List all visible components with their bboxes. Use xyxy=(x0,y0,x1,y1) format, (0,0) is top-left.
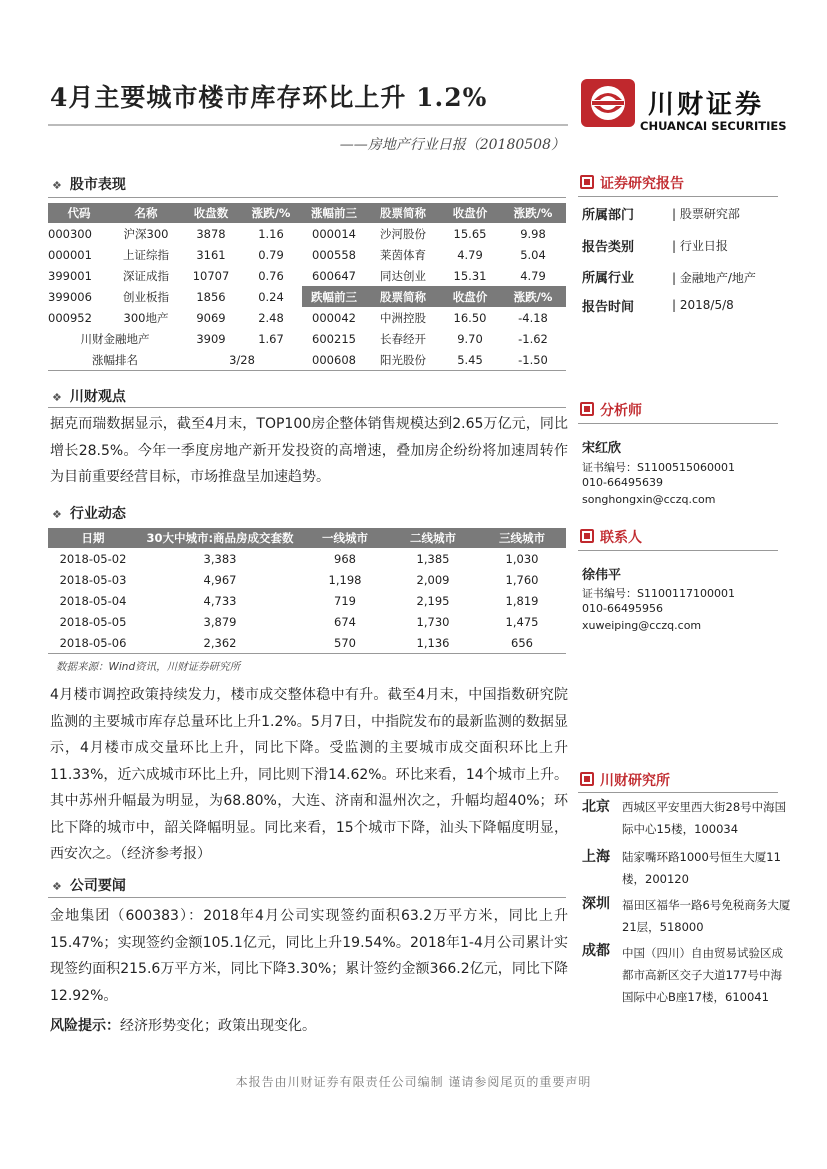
table-cell: 5.45 xyxy=(457,352,483,367)
market-table xyxy=(48,203,566,371)
office-address: 福田区福华一路6号免税商务大厦21层，518000 xyxy=(622,898,791,934)
table-cell: 399001 xyxy=(48,268,92,283)
table-cell: 2018-05-03 xyxy=(59,572,127,587)
table-cell: 1,819 xyxy=(505,593,539,608)
table-cell: 沙河股份 xyxy=(380,226,426,241)
column-header: 代码 xyxy=(48,203,110,223)
analyst-name: 宋红欣 xyxy=(582,441,622,456)
table-cell: 2018-05-05 xyxy=(59,614,127,629)
table-cell: 5.04 xyxy=(520,247,546,262)
office-city: 成都 xyxy=(582,943,610,959)
table-row xyxy=(48,349,566,371)
info-label-industry: 所属行业 xyxy=(582,271,635,286)
section-divider xyxy=(48,407,566,408)
table-row xyxy=(48,548,566,569)
square-bullet-icon xyxy=(580,402,594,416)
sidebar-divider xyxy=(578,792,778,793)
table-cell: 川财金融地产 xyxy=(80,331,150,346)
table-cell: 1,136 xyxy=(416,635,450,650)
info-value-category: | 行业日报 xyxy=(672,239,728,253)
column-header: 涨幅前三 xyxy=(302,203,366,223)
table-cell: 674 xyxy=(334,614,356,629)
table-cell: 1,385 xyxy=(416,551,450,566)
logo-english-name: CHUANCAI SECURITIES xyxy=(640,119,787,133)
office-address: 西城区平安里西大街28号中海国际中心15楼，100034 xyxy=(622,800,787,836)
table-cell: 9.98 xyxy=(520,226,546,241)
table-row xyxy=(48,590,566,611)
table-cell: -1.62 xyxy=(518,331,548,346)
table-cell: 2018-05-04 xyxy=(59,593,127,608)
diamond-bullet-icon: ❖ xyxy=(52,508,62,521)
diamond-bullet-icon: ❖ xyxy=(52,880,62,893)
analyst-cert: 证书编号：S1100515060001 xyxy=(582,461,735,474)
table-row xyxy=(48,307,566,328)
table-cell: 1,198 xyxy=(328,572,362,587)
table-cell: 1,030 xyxy=(505,551,539,566)
table-header-row xyxy=(48,528,566,548)
column-header: 股票简称 xyxy=(366,203,440,223)
report-title: 4月主要城市楼市库存环比上升 1.2% xyxy=(50,83,488,112)
table-cell: 2.48 xyxy=(258,310,284,325)
table-cell: 1.67 xyxy=(258,331,284,346)
column-header: 涨跌/% xyxy=(240,203,302,223)
square-bullet-icon xyxy=(580,772,594,786)
table-cell: 阳光股份 xyxy=(380,352,426,367)
section-heading-industry: ❖ 行业动态 xyxy=(52,506,126,522)
decline-column-header: 股票简称 xyxy=(366,286,440,307)
report-subtitle: ——房地产行业日报（20180508） xyxy=(339,137,565,153)
table-cell: 968 xyxy=(334,551,356,566)
square-bullet-icon xyxy=(580,175,594,189)
table-cell: 长春经开 xyxy=(380,331,426,346)
logo-chinese-name: 川财证券 xyxy=(648,90,765,120)
column-header: 日期 xyxy=(48,528,138,548)
column-header: 一线城市 xyxy=(302,528,388,548)
table-cell: 深证成指 xyxy=(123,268,169,283)
table-cell: 莱茵体育 xyxy=(380,247,426,262)
contact-cert: 证书编号：S1100117100001 xyxy=(582,587,735,600)
table-row xyxy=(48,569,566,590)
table-row xyxy=(48,632,566,654)
office-address: 陆家嘴环路1000号恒生大厦11楼，200120 xyxy=(622,850,781,886)
column-header: 30大中城市:商品房成交套数 xyxy=(138,528,302,548)
table-cell: 3,383 xyxy=(203,551,237,566)
table-cell: 600215 xyxy=(312,331,356,346)
office-city: 北京 xyxy=(582,799,610,815)
column-header: 二线城市 xyxy=(388,528,478,548)
table-cell: 3909 xyxy=(196,331,226,346)
table-cell: 2,362 xyxy=(203,635,237,650)
table-cell: 000014 xyxy=(312,226,356,241)
table-cell: 3,879 xyxy=(203,614,237,629)
table-cell: 656 xyxy=(511,635,533,650)
table-cell: -1.50 xyxy=(518,352,548,367)
column-header: 收盘价 xyxy=(440,203,500,223)
table-cell: 1.16 xyxy=(258,226,284,241)
table-cell: 9.70 xyxy=(457,331,483,346)
info-value-department: | 股票研究部 xyxy=(672,207,740,221)
decline-column-header: 涨跌/% xyxy=(500,286,566,307)
table-cell: 同达创业 xyxy=(380,268,426,283)
viewpoint-paragraph: 据克而瑞数据显示，截至4月末，TOP100房企整体销售规模达到2.65万亿元，同比增长28.5%。今年一季度房地产新开发投资的高增速，叠加房企纷纷将加速周转作为目前重要经营目标，市场推盘呈加速趋势。 xyxy=(50,416,568,485)
sidebar-heading-contact: 联系人 xyxy=(580,527,642,547)
table-cell: 3/28 xyxy=(229,352,255,367)
risk-text: 经济形势变化；政策出现变化。 xyxy=(120,1018,316,1034)
section-divider xyxy=(48,197,566,198)
table-cell: 上证综指 xyxy=(123,247,169,262)
office-address: 中国（四川）自由贸易试验区成都市高新区交子大道177号中海国际中心B座17楼，610041 xyxy=(622,946,783,1004)
sidebar-divider xyxy=(578,550,778,551)
section-divider xyxy=(48,897,566,898)
table-cell: 1,475 xyxy=(505,614,539,629)
table-row xyxy=(48,328,566,349)
decline-column-header: 收盘价 xyxy=(440,286,500,307)
analyst-email[interactable]: songhongxin@cczq.com xyxy=(582,493,716,506)
table-cell: 570 xyxy=(334,635,356,650)
column-header: 收盘数 xyxy=(182,203,240,223)
analyst-phone: 010-66495639 xyxy=(582,476,663,489)
table-cell: 1,730 xyxy=(416,614,450,629)
industry-table xyxy=(48,528,566,654)
table-row xyxy=(48,223,566,244)
table-cell: 10707 xyxy=(192,268,230,283)
table-cell: 15.31 xyxy=(453,268,487,283)
table-cell: 4.79 xyxy=(457,247,483,262)
data-source-note: 数据来源：Wind资讯，川财证券研究所 xyxy=(56,661,241,673)
table-header-row xyxy=(48,203,566,223)
table-cell: 15.65 xyxy=(453,226,487,241)
table-cell: 0.24 xyxy=(258,289,284,304)
table-cell: 涨幅排名 xyxy=(92,352,138,367)
table-cell: 0.76 xyxy=(258,268,284,283)
table-cell: 719 xyxy=(334,593,356,608)
sidebar-heading-report: 证券研究报告 xyxy=(580,173,684,193)
table-cell: 2,009 xyxy=(416,572,450,587)
table-row xyxy=(48,265,566,286)
table-row xyxy=(48,244,566,265)
sidebar-divider xyxy=(578,423,778,424)
sidebar-divider xyxy=(578,196,778,197)
info-label-department: 所属部门 xyxy=(582,208,635,223)
info-label-category: 报告类别 xyxy=(582,240,635,255)
title-divider xyxy=(48,124,568,126)
contact-name: 徐伟平 xyxy=(582,568,622,583)
office-city: 深圳 xyxy=(582,896,610,912)
table-cell: -4.18 xyxy=(518,310,548,325)
table-cell: 3878 xyxy=(196,226,226,241)
table-cell: 2018-05-02 xyxy=(59,551,127,566)
info-label-date: 报告时间 xyxy=(582,300,635,315)
diamond-bullet-icon: ❖ xyxy=(52,179,62,192)
table-cell: 000608 xyxy=(312,352,356,367)
table-row xyxy=(48,286,566,307)
square-bullet-icon xyxy=(580,529,594,543)
table-cell: 1,760 xyxy=(505,572,539,587)
table-cell: 000042 xyxy=(312,310,356,325)
column-header: 三线城市 xyxy=(478,528,566,548)
sidebar-heading-analyst: 分析师 xyxy=(580,400,642,420)
table-cell: 000952 xyxy=(48,310,92,325)
office-city: 上海 xyxy=(582,849,610,865)
table-cell: 3161 xyxy=(196,247,226,262)
table-cell: 1856 xyxy=(196,289,226,304)
table-cell: 2018-05-06 xyxy=(59,635,127,650)
table-cell: 4,733 xyxy=(203,593,237,608)
contact-phone: 010-66495956 xyxy=(582,602,663,615)
page-footer: 本报告由川财证券有限责任公司编制 谨请参阅尾页的重要声明 xyxy=(235,1075,592,1089)
table-cell: 中洲控股 xyxy=(380,310,426,325)
info-value-industry: | 金融地产/地产 xyxy=(672,271,756,285)
table-cell: 创业板指 xyxy=(123,289,169,304)
table-cell: 600647 xyxy=(312,268,356,283)
table-cell: 000300 xyxy=(48,226,92,241)
column-header: 名称 xyxy=(110,203,182,223)
table-cell: 2,195 xyxy=(416,593,450,608)
table-cell: 16.50 xyxy=(453,310,487,325)
table-cell: 沪深300 xyxy=(123,226,169,241)
chuancai-logo-icon xyxy=(580,78,636,128)
table-cell: 9069 xyxy=(196,310,226,325)
section-heading-company: ❖ 公司要闻 xyxy=(52,878,126,894)
table-cell: 000558 xyxy=(312,247,356,262)
table-cell: 0.79 xyxy=(258,247,284,262)
section-heading-market: ❖ 股市表现 xyxy=(52,177,126,193)
diamond-bullet-icon: ❖ xyxy=(52,391,62,404)
table-row xyxy=(48,611,566,632)
risk-note xyxy=(50,1013,568,1040)
table-cell: 4,967 xyxy=(203,572,237,587)
info-value-date: | 2018/5/8 xyxy=(672,298,734,312)
decline-column-header: 跌幅前三 xyxy=(302,286,366,307)
section-heading-viewpoint: ❖ 川财观点 xyxy=(52,389,126,405)
sidebar-heading-institute: 川财研究所 xyxy=(580,770,670,790)
contact-email[interactable]: xuweiping@cczq.com xyxy=(582,619,702,632)
table-cell: 000001 xyxy=(48,247,92,262)
column-header: 涨跌/% xyxy=(500,203,566,223)
table-cell: 4.79 xyxy=(520,268,546,283)
industry-paragraph: 4月楼市调控政策持续发力，楼市成交整体稳中有升。截至4月末，中国指数研究院监测的主要城市库存总量环比上升1.2%。5月7日，中指院发布的最新监测的数据显示，4月楼市成交量环比上升，同比下降。受监测的主要城市成交面积环比上升11.33%，近六成城市环比上升，同比则下滑14.62%。环比来看，14个城市上升。其中苏州升幅最为明显，为68.80%，大连、济南和温州次之，升幅均超40%；环比下降的城市中，韶关降幅明显。同比来看，15个城市下降，汕头下降幅度明显，西安次之。（经济参考报） xyxy=(50,687,568,862)
risk-label: 风险提示： xyxy=(50,1018,120,1034)
table-cell: 300地产 xyxy=(123,310,169,325)
company-paragraph: 金地集团（600383）：2018年4月公司实现签约面积63.2万平方米，同比上升15.47%；实现签约金额105.1亿元，同比上升19.54%。2018年1-4月公司累计实现签约面积215.6万平方米，同比下降3.30%；累计签约金额366.2亿元，同比下降12.92%。 xyxy=(50,908,568,1004)
table-cell: 399006 xyxy=(48,289,92,304)
